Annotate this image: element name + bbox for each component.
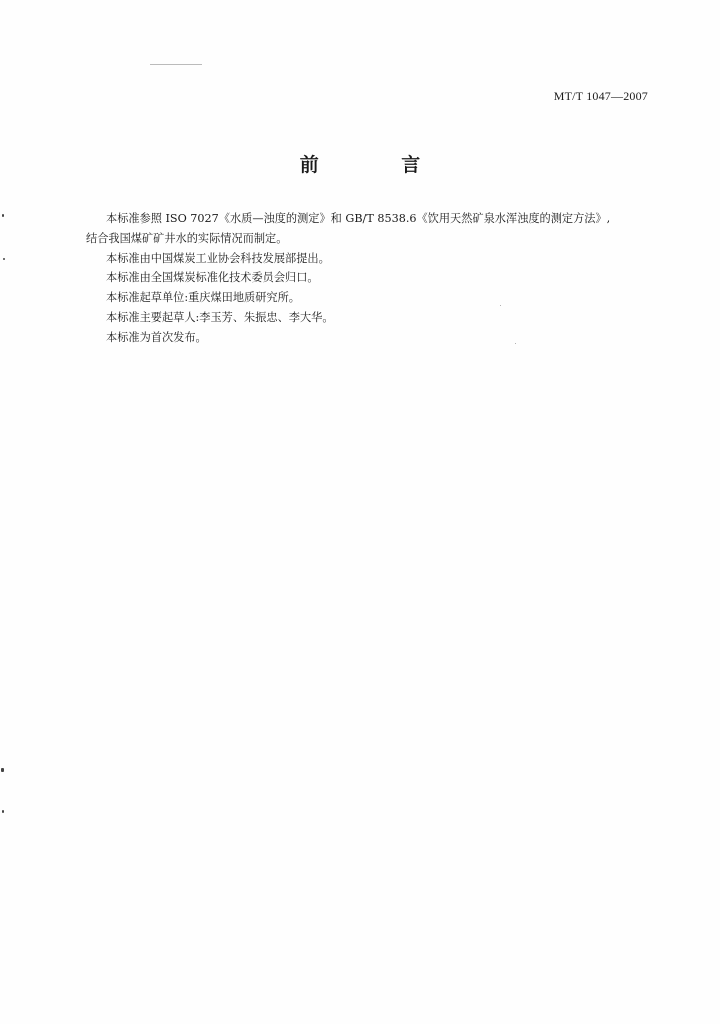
- scan-speck: [1, 768, 4, 772]
- scan-speck: [515, 343, 516, 344]
- paragraph-proposed-by: 本标准由中国煤炭工业协会科技发展部提出。: [106, 251, 330, 265]
- page-title: 前 言: [299, 154, 459, 176]
- foreword-body: [86, 209, 666, 348]
- paragraph-drafting-unit: 本标准起草单位:重庆煤田地质研究所。: [106, 291, 300, 305]
- paragraph-drafters: 本标准主要起草人:李玉芳、朱振忠、李大华。: [106, 310, 334, 324]
- paragraph-reference-continuation: 结合我国煤矿矿井水的实际情况而制定。: [86, 231, 288, 245]
- scan-speck: [500, 305, 501, 306]
- scan-artifact-line: [150, 64, 202, 65]
- scan-speck: [3, 258, 5, 260]
- paragraph-first-issue: 本标准为首次发布。: [106, 330, 207, 344]
- paragraph-reference-standards: 本标准参照 ISO 7027《水质—浊度的测定》和 GB/T 8538.6《饮用天然矿泉水浑浊度的测定方法》,: [106, 212, 611, 225]
- standard-code: MT/T 1047—2007: [553, 89, 648, 103]
- paragraph-governed-by: 本标准由全国煤炭标准化技术委员会归口。: [106, 271, 319, 285]
- scan-speck: [2, 810, 4, 813]
- scan-speck: [2, 214, 4, 217]
